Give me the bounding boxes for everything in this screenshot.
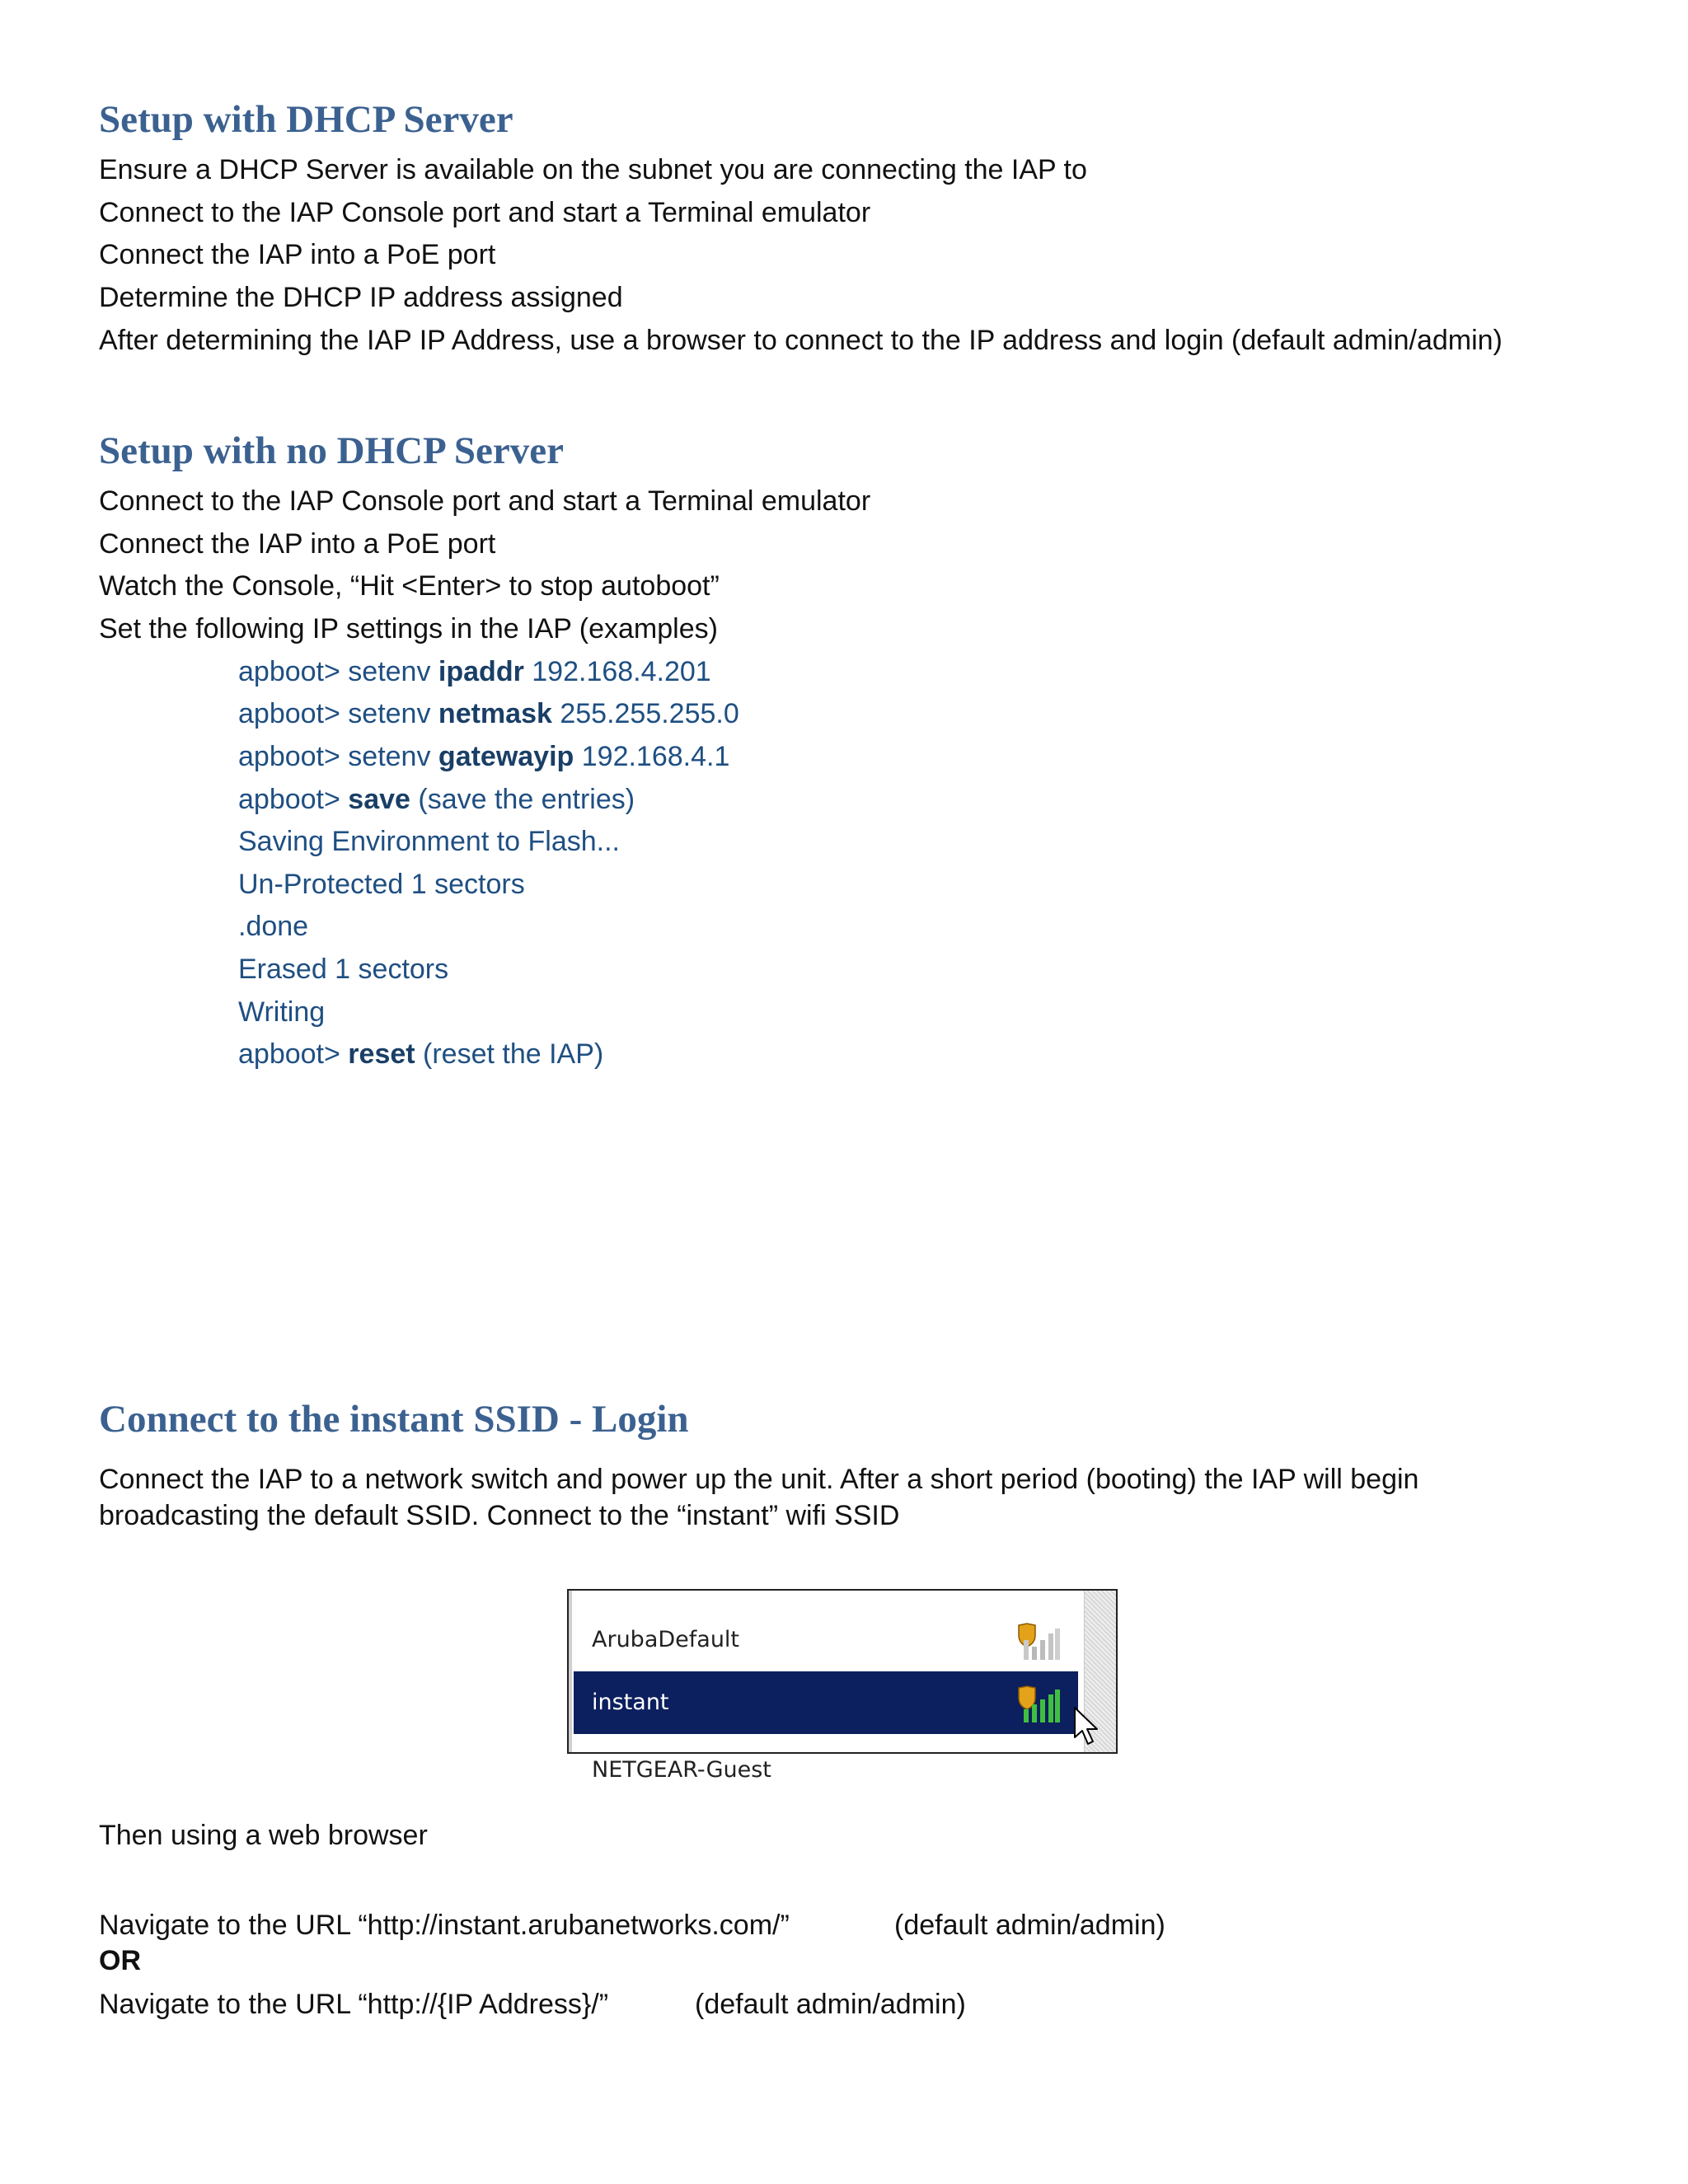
network-name: instant [592,1690,669,1715]
mouse-cursor-icon [1073,1706,1101,1747]
section-heading-dhcp: Setup with DHCP Server [99,98,513,141]
body-line: Then using a web browser [99,1820,428,1851]
navigate-url-ip [99,1986,608,2022]
wifi-network-item[interactable] [574,1739,1078,1802]
secured-signal-strong-icon [1014,1685,1062,1724]
secured-signal-weak-icon [1014,1622,1062,1661]
console-output: Erased 1 sectors [238,954,449,985]
console-command: apboot> reset (reset the IAP) [238,1038,604,1070]
url-instruction: Navigate to the URL “http://instant.arubanetworks.com/” [99,1910,790,1941]
url-instruction: Navigate to the URL “http://{IP Address}/” [99,1989,609,2020]
body-line: Set the following IP settings in the IAP (examples) [99,613,718,644]
section-heading-no-dhcp: Setup with no DHCP Server [99,429,564,472]
body-line: Ensure a DHCP Server is available on the subnet you are connecting the IAP to [99,154,1087,185]
console-command: apboot> setenv ipaddr 192.168.4.201 [238,656,711,687]
body-line: Connect to the IAP Console port and start a Terminal emulator [99,197,871,228]
console-command: apboot> setenv netmask 255.255.255.0 [238,698,739,729]
navigate-url-instant [99,1907,790,1943]
console-output: Writing [238,996,326,1028]
or-label: OR [99,1945,141,1976]
body-line: Connect the IAP into a PoE port [99,528,496,560]
list-edge [569,1591,572,1752]
body-line: Watch the Console, “Hit <Enter> to stop autoboot” [99,570,720,602]
wifi-network-list [567,1589,1118,1783]
console-output: Un-Protected 1 sectors [238,869,525,900]
body-line: After determining the IAP IP Address, use a browser to connect to the IP address and login (default admin/admin) [99,325,1503,356]
body-line: Determine the DHCP IP address assigned [99,282,623,313]
body-line: Connect the IAP into a PoE port [99,239,496,270]
default-credentials-note: (default admin/admin) [894,1910,1165,1941]
wifi-network-item-selected[interactable] [574,1671,1078,1734]
network-name: ArubaDefault [592,1627,740,1652]
body-line: Connect to the IAP Console port and start a Terminal emulator [99,485,871,517]
instructions-paragraph: Connect the IAP to a network switch and power up the unit. After a short period (booting) the IAP will begin broadcasting the default SSID. Connect to the “instant” wifi SSID [99,1464,1419,1531]
section-heading-connect-ssid: Connect to the instant SSID - Login [99,1398,689,1441]
default-credentials-note: (default admin/admin) [695,1989,966,2020]
wifi-network-item[interactable] [574,1609,1078,1671]
network-name: NETGEAR-Guest [592,1757,771,1783]
console-output: Saving Environment to Flash... [238,826,621,857]
console-command: apboot> save (save the entries) [238,784,635,815]
console-output: .done [238,911,309,942]
console-command: apboot> setenv gatewayip 192.168.4.1 [238,741,730,772]
